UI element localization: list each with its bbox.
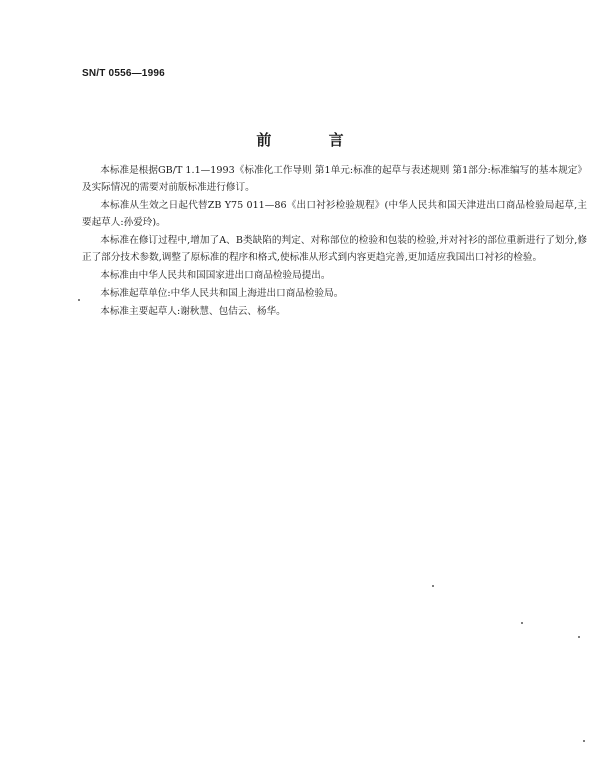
document-code: SN/T 0556—1996 (82, 68, 165, 79)
paragraph-drafting-unit: 本标准起草单位:中华人民共和国上海进出口商品检验局。 (100, 288, 344, 299)
scan-speck (578, 636, 580, 638)
page-title: 前 言 (256, 131, 370, 149)
paragraph-proposer: 本标准由中华人民共和国国家进出口商品检验局提出。 (100, 270, 331, 281)
scan-speck (432, 585, 434, 587)
paragraph-revision-changes: 本标准在修订过程中,增加了A、B类缺陷的判定、对称部位的检验和包装的检验,并对衬衫的部位重新进行了划分,修正了部分技术参数,调整了原标准的程序和格式,使标准从形式到内容更趋完善,更加适应我国出口衬衫的检验。 (82, 235, 587, 263)
foreword-body (82, 162, 587, 321)
paragraph-replaces-standard: 本标准从生效之日起代替ZB Y75 011—86《出口衬衫检验规程》(中华人民共和国天津进出口商品检验局起草,主要起草人:孙爱玲)。 (82, 200, 587, 228)
scan-speck (78, 299, 80, 301)
paragraph-revision-basis: 本标准是根据GB/T 1.1—1993《标准化工作导则 第1单元:标准的起草与表述规则 第1部分:标准编写的基本规定》及实际情况的需要对前版标准进行修订。 (82, 165, 587, 193)
scan-speck (521, 622, 523, 624)
scan-speck (583, 740, 585, 742)
paragraph-drafters: 本标准主要起草人:谢秋慧、包佶云、杨华。 (100, 306, 286, 317)
